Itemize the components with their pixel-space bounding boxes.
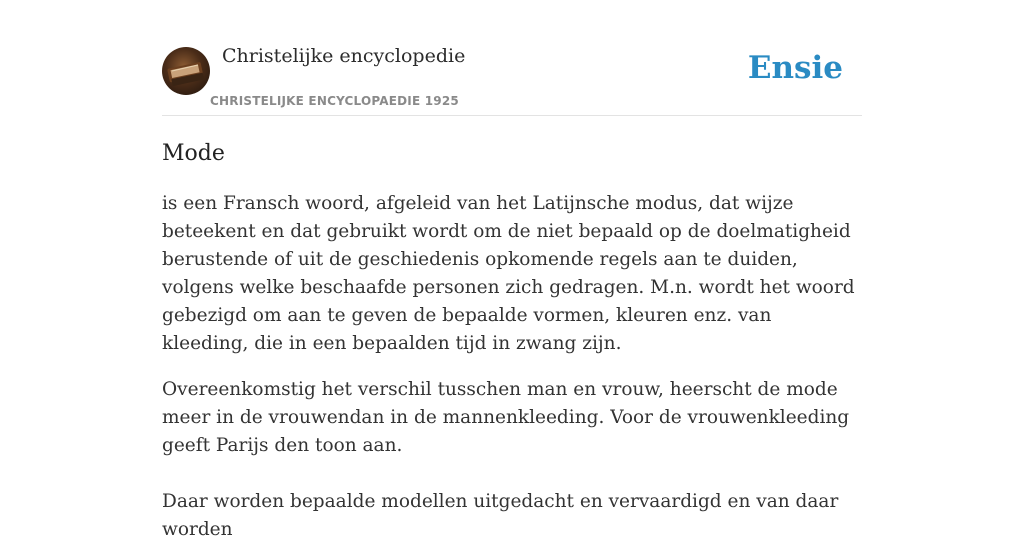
article-title: Mode — [162, 141, 225, 166]
article-paragraph: Overeenkomstig het verschil tusschen man en vrouw, heerscht de mode meer in de vrouwendan in de mannenkleeding. Voor de vrouwenkleeding geeft Parijs den toon aan. — [162, 379, 850, 456]
avatar[interactable] — [162, 47, 210, 95]
site-name-link[interactable]: Christelijke encyclopedie — [222, 45, 466, 67]
ensie-logo[interactable]: Ensie — [747, 50, 843, 86]
site-header — [162, 0, 862, 116]
article-paragraph: is een Fransch woord, afgeleid van het Latijnsche modus, dat wijze beteekent en dat gebruikt wordt om de niet bepaald op de doelmatigheid berustende of uit de geschiedenis opkomende regels aan te duiden, volgens welke beschaafde personen zich gedragen. M.n. wordt het woord gebezigd om aan te geven de bepaalde vormen, kleuren enz. van kleeding, die in een bepaalden tijd in zwang zijn. — [162, 193, 855, 354]
article — [162, 138, 862, 544]
article-paragraph: Daar worden bepaalde modellen uitgedacht en vervaardigd en van daar worden — [162, 491, 839, 540]
book-photo-icon — [162, 47, 210, 95]
site-subtitle: CHRISTELIJKE ENCYCLOPAEDIE 1925 — [210, 94, 459, 108]
